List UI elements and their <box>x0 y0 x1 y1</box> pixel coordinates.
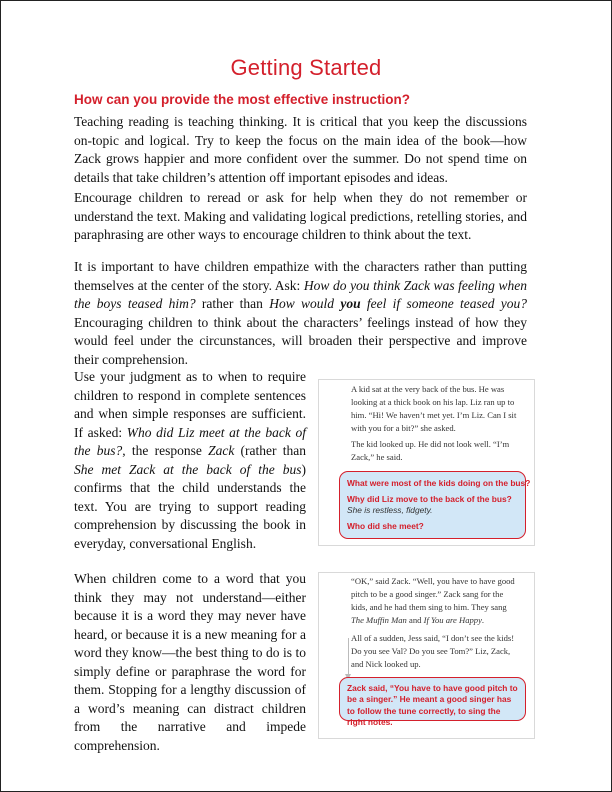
excerpt-2-text-a2: and <box>406 615 424 625</box>
paragraph-3-text-1: It is important to have children empathize with the characters rather than putting themselves at the center of the story. Ask: <box>74 259 527 293</box>
definition-text: Zack said, “You have to have good pitch to be a singer.” He meant a good singer has to follow the tune correctly, to sing the right notes. <box>347 683 518 728</box>
paragraph-4-text-4: ) confirms that the child understands the text. You are trying to support reading comprehension by discussing the book in everyday, conversational English. <box>74 461 306 551</box>
paragraph-4-full-answer: She met Zack at the back of the bus <box>74 461 302 477</box>
page-title: Getting Started <box>230 55 382 80</box>
excerpt-2-text-a1: “OK,” said Zack. “Well, you have to have good pitch to be a good singer.” Zack sang for the kids, and he had them sing to him. They sang <box>351 576 515 612</box>
section-heading: How can you provide the most effective instruction? <box>74 92 411 107</box>
paragraph-3-question-1: How do you think Zack was feeling when the boys teased him? <box>74 277 527 311</box>
paragraph-3-question-2b: feel if someone teased you? <box>360 296 527 311</box>
paragraph-4-answer: Zack <box>208 443 235 458</box>
excerpt-2-text-a <box>351 575 521 627</box>
paragraph-3-emphasis: you <box>340 296 361 311</box>
song-title-1: The Muffin Man <box>351 615 407 625</box>
paragraph-2: Encourage children to reread or ask for help when they do not remember or understand the text. Making and validating logical predictions, retelling stories, and paraphrasing are other ways to encourage children to think about the text. <box>74 190 527 242</box>
paragraph-1: Teaching reading is teaching thinking. It is critical that you keep the discussions on-topic and logical. Try to keep the focus on the main idea of the book—how Zack grows happier and more confident over the summer. Do not spend time on details that take children’s attention off important episodes and ideas. <box>74 114 527 185</box>
song-title-2: If You are Happy <box>423 615 482 625</box>
paragraph-4 <box>74 368 306 553</box>
answer-2: She is restless, fidgety. <box>347 505 433 515</box>
paragraph-3-question-2a: How would <box>269 296 341 311</box>
discussion-questions-callout <box>339 471 531 539</box>
paragraph-4-question: Who did Liz meet at the back of the bus? <box>74 424 306 458</box>
excerpt-1-text-b: The kid looked up. He did not look well. “I’m Zack,” he said. <box>351 439 510 462</box>
paragraph-3-text-2: rather than <box>195 296 270 311</box>
question-3: Who did she meet? <box>347 521 424 531</box>
excerpt-2-text-b: All of a sudden, Jess said, “I don’t see the kids! Do you see Val? Do you see Tom?” Liz, Zack, and Nick looked up. <box>351 633 515 669</box>
question-2: Why did Liz move to the back of the bus? <box>347 494 512 504</box>
paragraph-3-text-3: Encouraging children to think about the characters’ feelings instead of how they would feel under the circunstances, will broaden their perspective and improve their comprehension. <box>74 314 527 367</box>
paragraph-4-text-1: Use your judgment as to when to require children to respond in complete sentences and when simple responses are sufficient. If asked: <box>74 369 306 440</box>
question-1: What were most of the kids doing on the bus? <box>347 478 531 488</box>
paragraph-5: When children come to a word that you think they may not understand—either because it is a word they may never have heard, or because it is a new meaning for a word they know—the best thing to do is to simply define or paraphrase the word for them. Stopping for a lengthy discussion of a word’s meaning can distract children from the narrative and impede comprehension. <box>74 571 306 753</box>
pointer-line <box>348 638 349 676</box>
excerpt-1-text-a: A kid sat at the very back of the bus. He was looking at a thick book on his lap. Liz ran up to him. “Hi! We haven’t met yet. I’m Liz. Can I sit with you for a bit?” she asked. <box>351 384 517 433</box>
paragraph-4-text-2: , the response <box>122 443 209 458</box>
paragraph-4-text-3: (rather than <box>234 443 307 458</box>
word-definition-callout <box>339 677 526 728</box>
paragraph-3 <box>74 258 527 369</box>
excerpt-2-text-a3: . <box>481 615 485 625</box>
